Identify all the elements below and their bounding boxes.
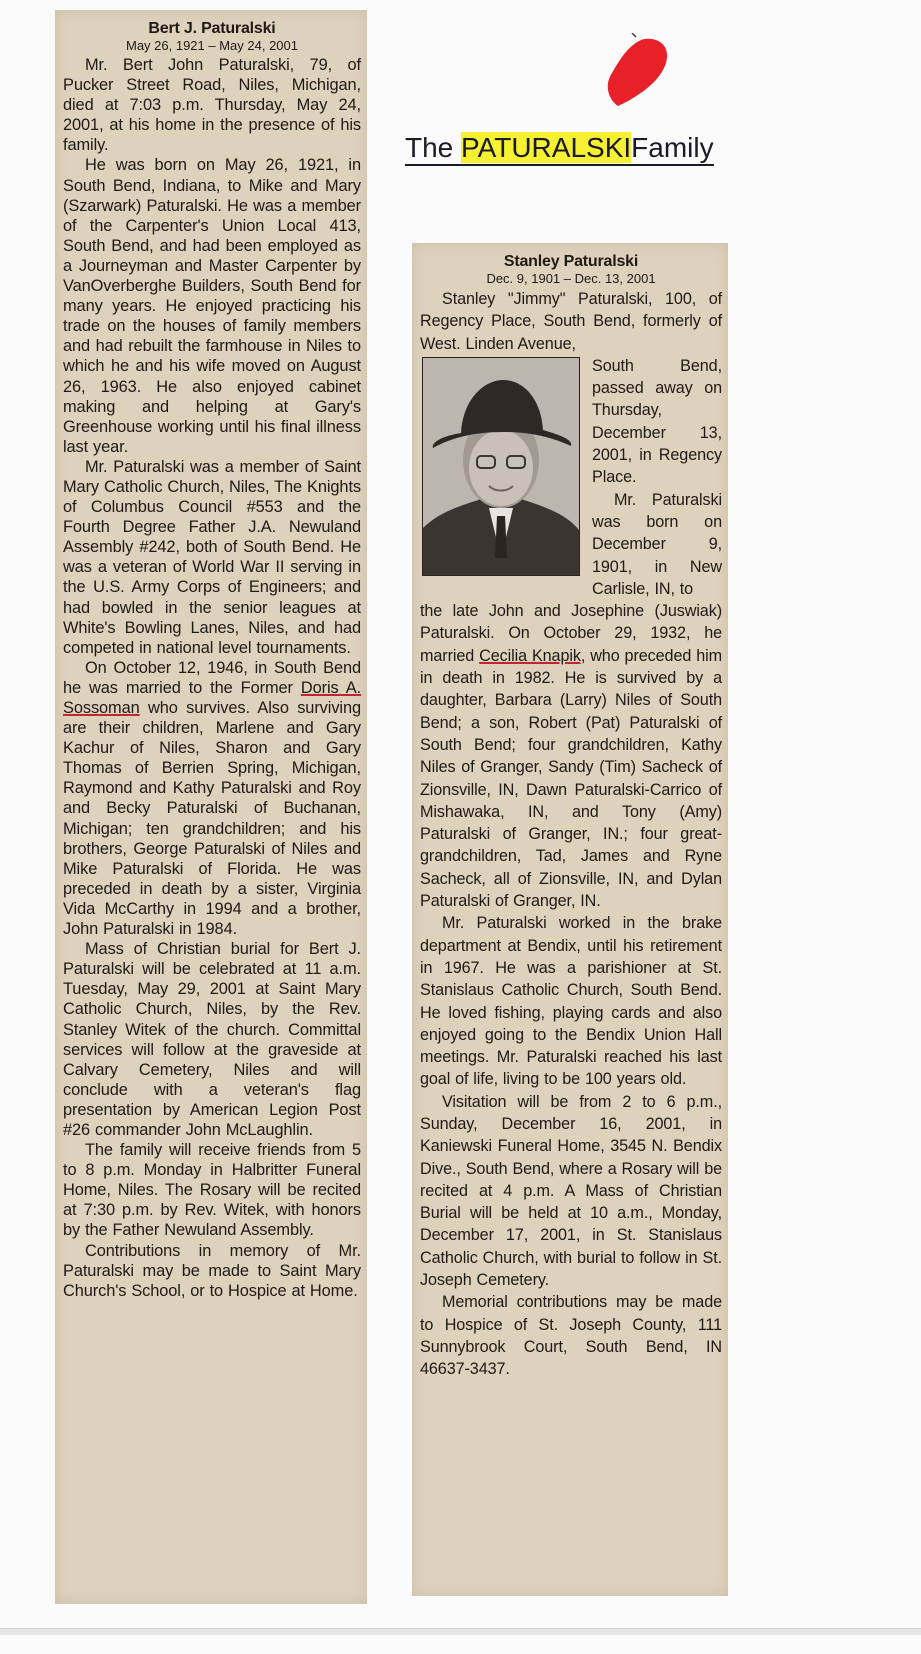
obituary-name: Bert J. Paturalski — [148, 20, 276, 37]
text-run: the late John and Josephine (Juswiak) Paturalski. On October 29, 1932, he married — [420, 602, 722, 665]
scan-edge-divider — [0, 1628, 921, 1635]
portrait-photo — [422, 357, 582, 580]
portrait-image — [422, 357, 580, 576]
obituary-clipping-stanley — [412, 243, 728, 1596]
text-run: On October 12, 1946, in South Bend he was married to the Former — [63, 658, 361, 697]
obituary-paragraph: Mr. Paturalski was a member of Saint Mary Catholic Church, Niles, The Knights of Columbus Council #553 and the Fourth Degree Father J.A. Newuland Assembly #242, both of South Bend. He was a veteran of World War II serving in the U.S. Army Corps of Engineers; and had bowled in the senior leagues at White's Bowling Lanes, Niles, and had competed in national level tournaments. — [63, 457, 361, 657]
obituary-paragraph: Memorial contributions may be made to Hospice of St. Joseph County, 111 Sunnybrook Court, South Bend, IN 46637-3437. — [420, 1293, 722, 1379]
obituary-paragraph: Stanley "Jimmy" Paturalski, 100, of Regency Place, South Bend, formerly of West. Linden Avenue, — [420, 290, 722, 353]
text-run: who preceded him in death in 1982. He is survived by a daughter, Barbara (Larry) Niles of South Bend; a son, Robert (Pat) Paturalski of South Bend; four grandchildren, Kathy Niles of Granger, Sandy (Tim) Sacheck of Zionsville, IN, Dawn Paturalski-Carrico of Mishawaka, IN, and Tony (Amy) Paturalski of Granger, IN.; four great-grandchildren, Tad, James and Ryne Sacheck, all of Zionsville, IN, and Dylan Paturalski of Granger, IN. — [420, 646, 722, 911]
red-marker-mark-icon — [596, 33, 686, 113]
obituary-paragraph: Mr. Paturalski was born on December 9, 1901, in New Carlisle, IN, to — [592, 490, 722, 598]
obituary-body — [420, 288, 722, 1381]
obituary-body — [63, 55, 361, 1301]
obituary-dates: May 26, 1921 – May 24, 2001 — [125, 38, 298, 53]
title-highlight: PATURALSKI — [461, 132, 632, 163]
obituary-paragraph: Mr. Paturalski worked in the brake department at Bendix, until his retirement in 1967. He was a parishioner at St. Stanislaus Catholic Church, South Bend. He loved fishing, playing cards and also enjoyed going to the Bendix Union Hall meetings. Mr. Paturalski reached his last goal of life, living to be 100 years old. — [420, 914, 722, 1089]
obituary-paragraph: The family will receive friends from 5 to 8 p.m. Monday in Halbritter Funeral Home, Niles. The Rosary will be recited at 7:30 p.m. by Rev. Witek, with honors by the Father Newuland Assembly. — [63, 1141, 361, 1240]
title-suffix: Family — [631, 132, 714, 163]
page-title — [405, 132, 714, 166]
obituary-paragraph — [63, 658, 361, 939]
obituary-paragraph: Mr. Bert John Paturalski, 79, of Pucker Street Road, Niles, Michigan, died at 7:03 p.m. Thursday, May 24, 2001, at his home in the presence of his family. — [63, 56, 361, 155]
obituary-clipping-bert — [55, 10, 367, 1604]
title-prefix: The — [405, 132, 454, 163]
obituary-dates: Dec. 9, 1901 – Dec. 13, 2001 — [486, 271, 656, 286]
obituary-paragraph: South Bend, passed away on Thursday, December 13, 2001, in Regency Place. — [592, 356, 722, 487]
obituary-paragraph: Mass of Christian burial for Bert J. Paturalski will be celebrated at 11 a.m. Tuesday, May 29, 2001 at Saint Mary Catholic Church, Niles, by the Rev. Stanley Witek of the church. Committal services will follow at the graveside at Calvary Cemetery, Niles and will conclude with a veteran's flag presentation by American Legion Post #26 commander John McLaughlin. — [63, 940, 361, 1139]
man-portrait-icon — [423, 358, 579, 575]
obituary-name: Stanley Paturalski — [503, 253, 639, 270]
underlined-name: Cecilia Knapik, — [479, 646, 586, 665]
text-run: who survives. Also surviving are their children, Marlene and Gary Kachur of Niles, Sharon and Gary Thomas of Berrien Spring, Michigan, Raymond and Kathy Paturalski and Roy and Becky Paturalski of Buchanan, Michigan; ten grandchildren; and his brothers, George Paturalski of Niles and Mike Paturalski of Florida. He was preceded in death by a sister, Virginia Vida McCarthy in 1994 and a brother, John Paturalski in 1984. — [63, 699, 361, 939]
obituary-paragraph — [420, 600, 722, 912]
obituary-paragraph: He was born on May 26, 1921, in South Bend, Indiana, to Mike and Mary (Szarwark) Paturalski. He was a member of the Carpenter's Union Local 413, South Bend, and had been employed as a Journeyman and Master Carpenter by VanOverberghe Builders, South Bend for many years. He enjoyed practicing his trade on the houses of family members and had rebuilt the farmhouse in Niles to which he and his wife moved on August 26, 1963. He also enjoyed cabinet making and helping at Gary's Greenhouse working until his final illness last year. — [63, 156, 361, 456]
obituary-paragraph: Visitation will be from 2 to 6 p.m., Sunday, December 16, 2001, in Kaniewski Funeral Home, 3545 N. Bendix Dive., South Bend, where a Rosary will be recited at 4 p.m. A Mass of Christian Burial will be held at 10 a.m., Monday, December 17, 2001, in St. Stanislaus Catholic Church, with burial to follow in St. Joseph Cemetery. — [420, 1092, 722, 1290]
obituary-paragraph: Contributions in memory of Mr. Paturalski may be made to Saint Mary Church's School, or to Hospice at Home. — [63, 1241, 361, 1300]
underlined-name: Doris A. Sossoman — [63, 678, 361, 717]
